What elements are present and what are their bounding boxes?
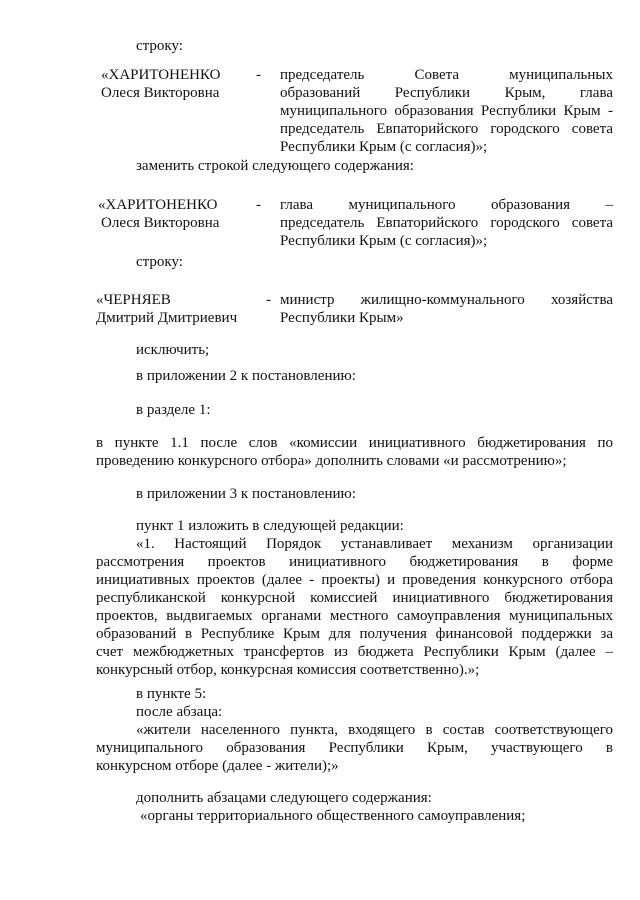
quoted-point-1-line: счет межбюджетных трансфертов из бюджета Республики Крым (далее – — [96, 644, 613, 660]
paragraph-stroku-1: строку: — [136, 38, 183, 54]
quoted-point-1-line: образований в Республике Крым для получения финансовой поддержки за — [96, 626, 613, 642]
entry1-dash: - — [256, 67, 261, 83]
paragraph-appendix-3: в приложении 3 к постановлению: — [136, 486, 356, 502]
entry3-position — [280, 291, 613, 327]
paragraph-point-1-1-line: в пункте 1.1 после слов «комиссии инициативного бюджетирования по — [96, 435, 613, 451]
paragraph-point-1-1-line: проведению конкурсного отбора» дополнить словами «и рассмотрению»; — [96, 453, 567, 469]
entry1-line: образований Республики Крым, глава — [280, 85, 613, 101]
paragraph-after-abzac: после абзаца: — [136, 704, 223, 720]
entry3-dash: - — [266, 292, 271, 308]
quoted-residents-line: муниципального образования Республики Крым, участвующего в — [96, 740, 613, 756]
entry1-line: муниципального образования Республики Крым - — [280, 103, 613, 119]
quoted-point-1-line: республиканской конкурсной комиссией инициативного бюджетирования — [96, 590, 613, 606]
quoted-residents-line: «жители населенного пункта, входящего в состав соответствующего — [136, 722, 613, 738]
entry2-line: глава муниципального образования – — [280, 197, 613, 213]
entry3-firstname: Дмитрий Дмитриевич — [96, 310, 238, 326]
entry1-surname: «ХАРИТОНЕНКО — [101, 67, 221, 83]
quoted-point-1-line: проектов, выдвигаемых органами местного самоуправления муниципальных — [96, 608, 613, 624]
entry3-surname: «ЧЕРНЯЕВ — [96, 292, 171, 308]
entry1-position — [280, 66, 613, 156]
quoted-tos-line: «органы территориального общественного самоуправления; — [140, 808, 526, 824]
quoted-point-1-line: инициативных проектов (далее - проекты) и проведения конкурсного отбора — [96, 572, 613, 588]
entry3-line: министр жилищно-коммунального хозяйства — [280, 292, 613, 308]
entry3-line: Республики Крым» — [280, 310, 404, 326]
paragraph-replace: заменить строкой следующего содержания: — [136, 158, 414, 174]
paragraph-appendix-2: в приложении 2 к постановлению: — [136, 368, 356, 384]
paragraph-point-1-edit: пункт 1 изложить в следующей редакции: — [136, 518, 404, 534]
entry2-dash: - — [256, 197, 261, 213]
paragraph-exclude: исключить; — [136, 342, 210, 358]
entry2-line: председатель Евпаторийского городского совета — [280, 215, 613, 231]
entry2-firstname: Олеся Викторовна — [101, 215, 220, 231]
quoted-residents-line: конкурсном отборе (далее - жители);» — [96, 758, 339, 774]
quoted-point-1-line: конкурсный отбор, конкурсная комиссия соответственно).»; — [96, 662, 480, 678]
paragraph-stroku-2: строку: — [136, 254, 183, 270]
entry1-line: председатель Евпаторийского городского совета — [280, 121, 613, 137]
entry1-firstname: Олеся Викторовна — [101, 85, 220, 101]
quoted-point-1-line: рассмотрения проектов инициативного бюджетирования в форме — [96, 554, 613, 570]
entry2-line: Республики Крым (с согласия)»; — [280, 233, 488, 249]
paragraph-section-1: в разделе 1: — [136, 402, 211, 418]
entry2-surname: «ХАРИТОНЕНКО — [98, 197, 218, 213]
quoted-point-1-line: «1. Настоящий Порядок устанавливает механизм организации — [136, 536, 613, 552]
entry2-position — [280, 196, 613, 250]
paragraph-point-5: в пункте 5: — [136, 686, 207, 702]
entry1-line: Республики Крым (с согласия)»; — [280, 139, 488, 155]
paragraph-add-abzacs: дополнить абзацами следующего содержания: — [136, 790, 432, 806]
entry1-line: председатель Совета муниципальных — [280, 67, 613, 83]
